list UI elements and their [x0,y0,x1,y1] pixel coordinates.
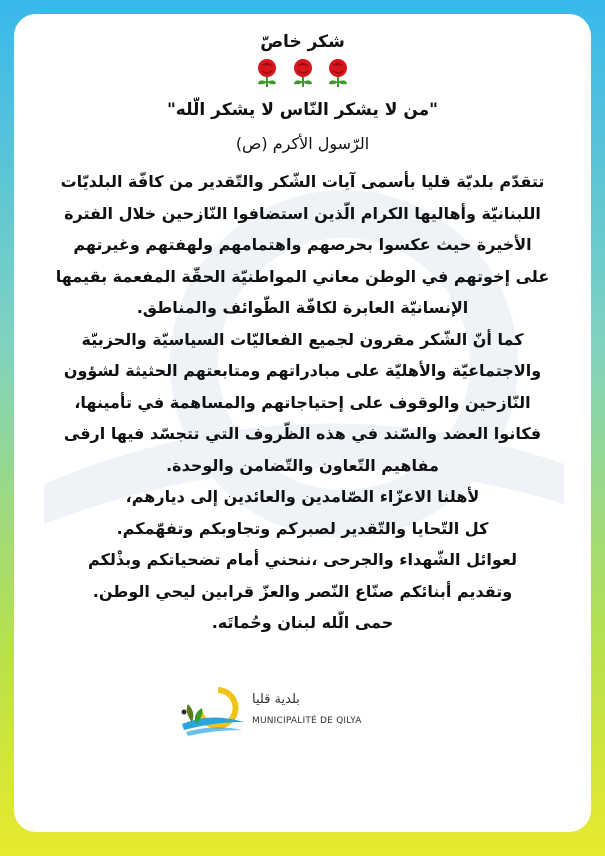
body-line: والاجتماعيّة والأهليّة على مبادراتهم ومتابعتهم الحثيثة لشؤون [63,361,542,380]
logo-french-name: MUNICIPALITÉ DE QILYA [252,716,362,726]
body-line: الأخيرة حيث عكسوا بحرصهم واهتمامهم ولهفتهم وغيرتهم [73,235,532,254]
quote-attribution: الرّسول الأكرم (ص) [235,134,370,153]
announcement-card [14,14,591,832]
hadith-quote: "من لا يشكر النّاس لا يشكر الّله" [166,100,439,120]
body-line: وتقديم أبنائكم صنّاع النّصر والعزّ قرابين ليحي الوطن. [92,581,513,601]
body-line: لعوائل الشّهداء والجرحى ،ننحني أمام تضحياتكم وبذْلكم [88,550,517,569]
body-line: مفاهيم التّعاون والتّضامن والوحدة. [166,455,439,475]
body-line: لأهلنا الاعزّاء الصّامدين والعائدين إلى ديارهم، [125,487,480,506]
body-line: تتقدّم بلديّة قليا بأسمى آيات الشّكر والتّقدير من كافّة البلديّات [60,172,545,191]
body-line: كل التّحايا والتّقدير لصبركم وتجاوبكم وتفهّمكم. [116,518,489,538]
municipality-logo [174,682,404,742]
rose-icon [290,58,316,88]
body-line: الإنسانيّة العابرة لكافّة الطّوائف والمناطق. [136,298,469,317]
body-line: اللبنانيّة وأهاليها الكرام الّذين استضافوا النّازحين خلال الفترة [64,203,541,223]
body-line: فكانوا العضد والسّند في هذه الظّروف التي تتجسّد فيها ارقى [63,424,542,443]
body-line: على إخوتهم في الوطن معاني المواطنيّة الحقّة المفعمة بقيمها [55,266,550,286]
roses-row [14,58,591,92]
body-line: النّازحين والوقوف على إحتياجاتهم والمساهمة في تأمينها، [74,392,531,412]
qilya-logo-icon [174,682,246,742]
logo-arabic-name: بلدية قليا [252,692,300,707]
body-line: كما أنّ الشّكر مقرون لجميع الفعاليّات السياسيّة والحزبيّة [81,329,524,349]
body-line: حمى الّله لبنان وحُماتَه. [211,613,394,632]
rose-icon [325,58,351,88]
rose-icon [254,58,280,88]
letter-body [30,166,575,639]
letter-heading: شكر خاصّ [260,32,345,52]
